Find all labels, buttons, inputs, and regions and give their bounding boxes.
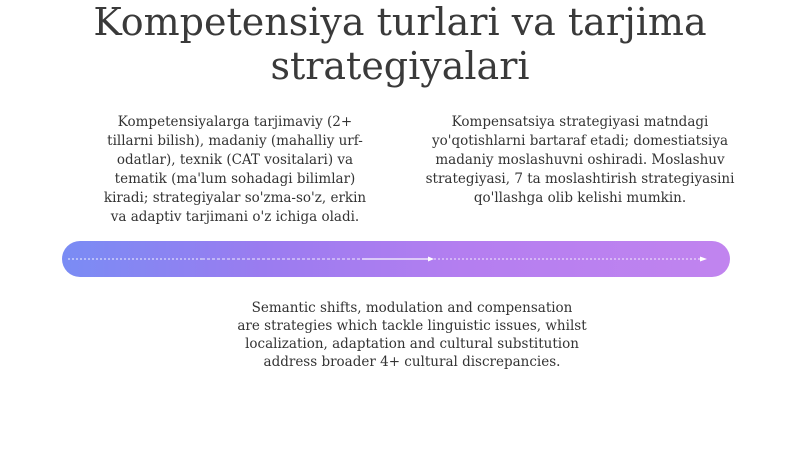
text-line: Kompensatsiya strategiyasi matndagi	[451, 114, 709, 130]
text-line: kiradi; strategiyalar so'zma-so'z, erkin	[103, 190, 367, 206]
slide-title	[20, 0, 780, 88]
text-line: madaniy moslashuvni oshiradi. Moslashuv	[435, 152, 725, 168]
text-line: va adaptiv tarjimani o'z ichiga oladi.	[110, 209, 360, 225]
strategies-text	[410, 113, 750, 208]
arrow-line-graphic	[62, 241, 730, 277]
text-line: strategiyasi, 7 ta moslashtirish strategiyasini	[425, 171, 735, 187]
text-line: odatlar), texnik (CAT vositalari) va	[116, 152, 354, 168]
text-line: address broader 4+ cultural discrepancies.	[263, 354, 561, 370]
text-line: are strategies which tackle linguistic issues, whilst	[237, 318, 587, 334]
title-line: strategiyalari	[270, 44, 530, 88]
text-line: localization, adaptation and cultural substitution	[245, 336, 579, 352]
text-line: qo'llashga olib kelishi mumkin.	[473, 190, 687, 206]
title-line: Kompetensiya turlari va tarjima	[93, 0, 707, 44]
text-line: yo'qotishlarni bartaraf etadi; domestiatsiya	[431, 133, 729, 149]
text-line: tillarni bilish), madaniy (mahalliy urf-	[107, 133, 363, 149]
text-line: Semantic shifts, modulation and compensation	[251, 300, 573, 316]
gradient-arrow-bar	[62, 241, 730, 277]
competence-types-text	[75, 113, 395, 227]
summary-text	[180, 299, 644, 371]
text-line: tematik (ma'lum sohadagi bilimlar)	[114, 171, 356, 187]
text-line: Kompetensiyalarga tarjimaviy (2+	[117, 114, 353, 130]
